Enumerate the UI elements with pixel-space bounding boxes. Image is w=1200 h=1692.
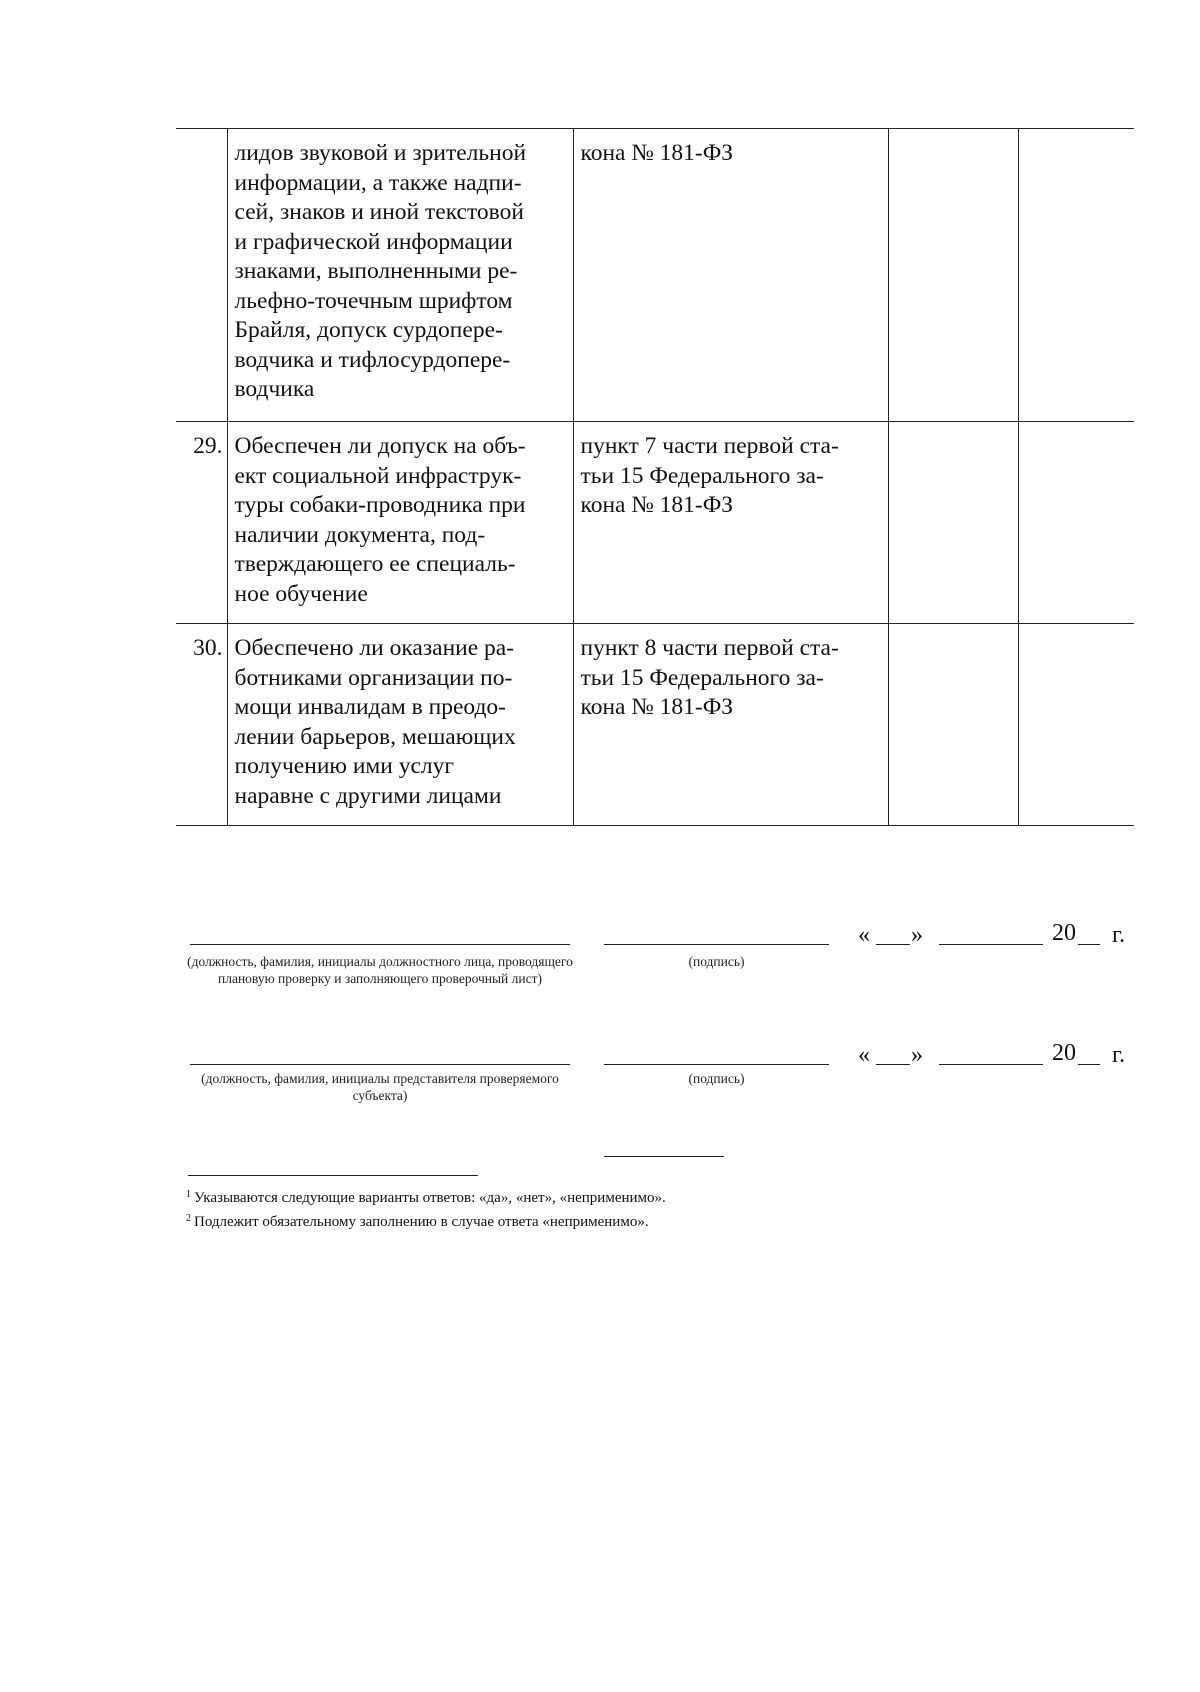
footnote-separator [188,1175,478,1176]
question-line: мощи инвалидам в преодо- [234,694,507,720]
footnote-text: Подлежит обязательному заполнению в случае ответа «неприменимо». [194,1214,649,1230]
date-open-quote: « [858,922,870,948]
row-number [176,129,227,422]
footnote-1 [186,1188,666,1208]
row-number: 30. [176,624,227,826]
table-row [176,624,1134,826]
question-line: лидов звуковой и зрительной [234,140,527,166]
reference-line: кона № 181-ФЗ [580,694,734,720]
note-cell[interactable] [1018,129,1134,422]
question-line: ное обучение [234,580,368,607]
question-cell [227,624,573,826]
reference-line: тьи 15 Федерального за- [580,462,824,489]
question-line: водчика [234,376,315,402]
reference-line: кона № 181-ФЗ [580,140,734,166]
month-field[interactable] [939,944,1043,945]
question-line: Обеспечен ли допуск на объ- [234,433,526,459]
question-line: сей, знаков и иной текстовой [234,199,524,225]
answer-cell[interactable] [888,422,1018,624]
question-line: льефно-точечным шрифтом [234,287,513,314]
question-line: ект социальной инфраструк- [234,462,522,489]
question-line: ботниками организации по- [234,664,513,691]
question-line: тверждающего ее специаль- [234,551,516,577]
answer-cell[interactable] [888,129,1018,422]
reference-cell [573,422,888,624]
representative-position-field[interactable] [190,1064,570,1065]
footnote-2 [186,1212,649,1232]
question-line: туры собаки-проводника при [234,492,526,518]
footnote-mark: 2 [186,1213,191,1224]
year-prefix: 20 [1052,1040,1076,1066]
year-suffix: г. [1112,922,1126,948]
table-row [176,129,1134,422]
question-line: Обеспечено ли оказание ра- [234,635,515,661]
question-line: водчика и тифлосурдопере- [234,346,511,373]
question-line: лении барьеров, мешающих [234,723,516,750]
row-number: 29. [176,422,227,624]
day-field[interactable] [876,944,910,945]
question-line: Брайля, допуск сурдопере- [234,317,503,343]
year-field[interactable] [1078,944,1100,945]
question-cell [227,129,573,422]
reference-line: пункт 8 части первой ста- [580,635,839,661]
table-row [176,422,1134,624]
representative-signature-caption: (подпись) [688,1071,745,1086]
reference-cell [573,129,888,422]
inspector-signature-field[interactable] [604,944,829,945]
section-divider [604,1156,724,1157]
answer-cell[interactable] [888,624,1018,826]
question-line: знаками, выполненными ре- [234,258,518,284]
month-field[interactable] [939,1064,1043,1065]
question-line: информации, а также надпи- [234,169,522,196]
year-prefix: 20 [1052,920,1076,946]
question-line: наравне с другими лицами [234,782,502,809]
reference-line: пункт 7 части первой ста- [580,433,839,459]
date-open-quote: « [858,1042,870,1068]
inspector-position-caption: (должность, фамилия, инициалы должностного лица, проводящего плановую проверку и заполняющего проверочный лист) [187,954,573,986]
question-line: получению ими услуг [234,753,455,779]
reference-line: тьи 15 Федерального за- [580,664,824,691]
representative-position-caption: (должность, фамилия, инициалы представителя проверяемого субъекта) [201,1071,559,1103]
checklist-table [176,128,1134,826]
inspector-position-field[interactable] [190,944,570,945]
representative-signature-field[interactable] [604,1064,829,1065]
note-cell[interactable] [1018,624,1134,826]
reference-cell [573,624,888,826]
question-line: и графической информации [234,228,513,255]
day-field[interactable] [876,1064,910,1065]
inspector-signature-caption: (подпись) [688,954,745,969]
note-cell[interactable] [1018,422,1134,624]
year-field[interactable] [1078,1064,1100,1065]
footnote-mark: 1 [186,1189,191,1200]
question-cell [227,422,573,624]
reference-line: кона № 181-ФЗ [580,492,734,518]
footnote-text: Указываются следующие варианты ответов: «да», «нет», «неприменимо». [194,1190,666,1206]
question-line: наличии документа, под- [234,521,486,548]
date-close-quote: » [911,1042,923,1068]
date-close-quote: » [911,922,923,948]
year-suffix: г. [1112,1042,1126,1068]
